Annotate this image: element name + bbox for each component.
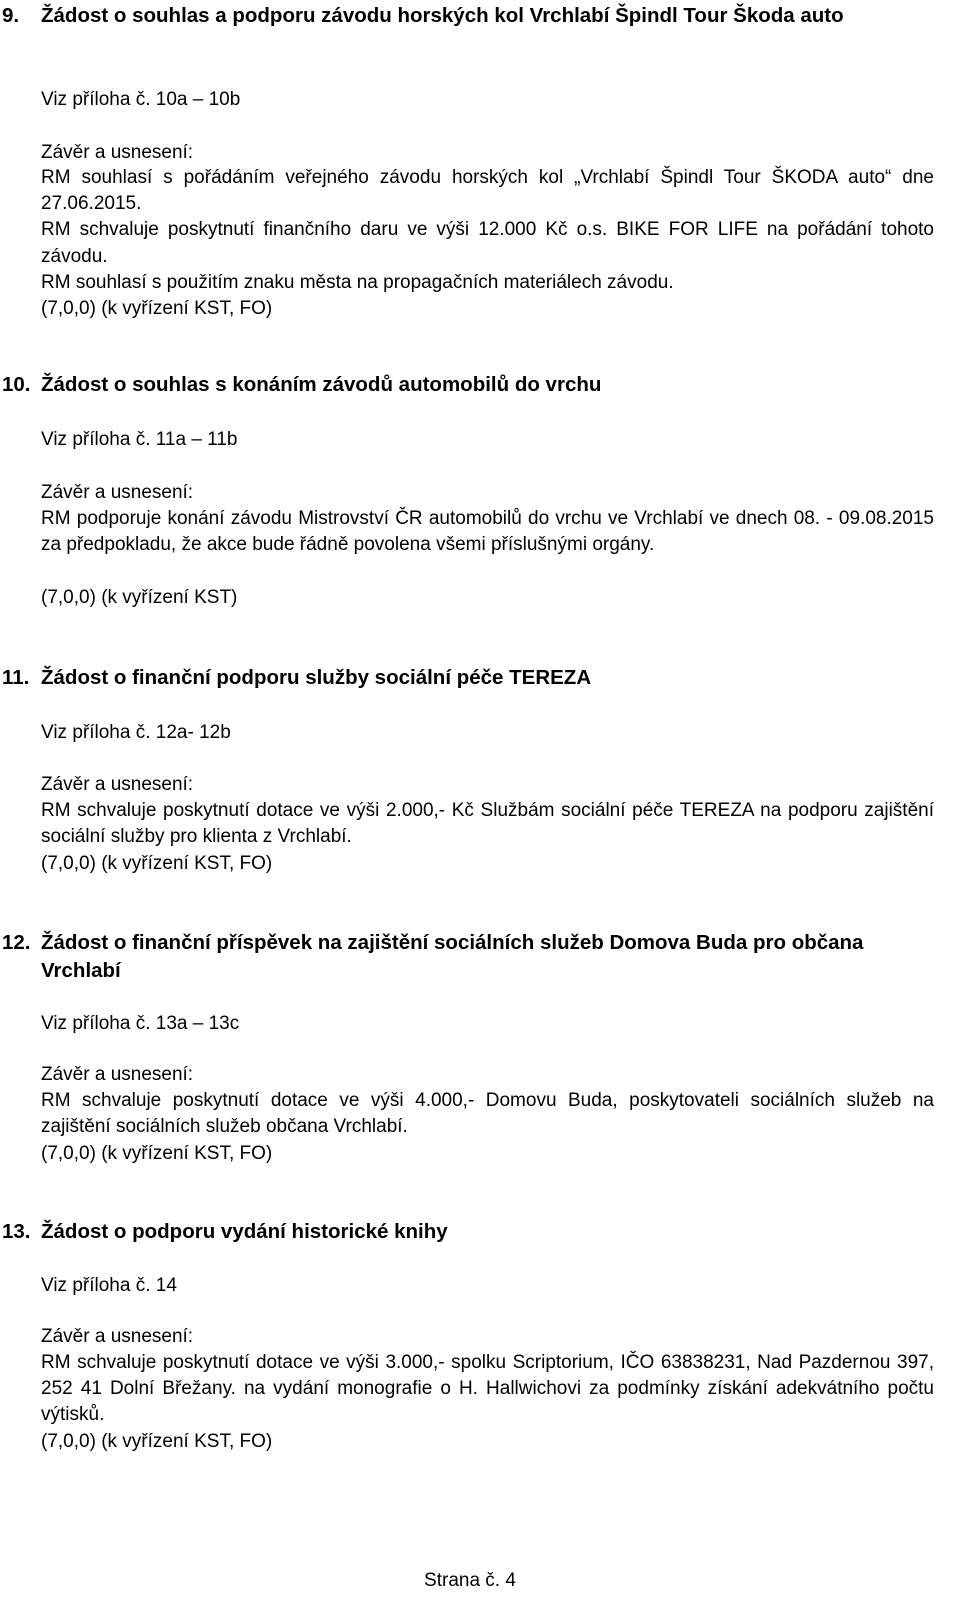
- conclusion-label: Závěr a usnesení:: [41, 142, 194, 163]
- agenda-item-number: 11.: [2, 666, 30, 689]
- vote-result: (7,0,0) (k vyřízení KST, FO): [41, 1143, 273, 1164]
- page-number: Strana č. 4: [424, 1570, 516, 1591]
- agenda-item-13: [0, 1218, 960, 1452]
- resolution-text: [41, 506, 934, 558]
- resolution-text: [41, 1088, 934, 1140]
- conclusion-label: Závěr a usnesení:: [41, 1064, 194, 1085]
- attachment-reference: Viz příloha č. 10a – 10b: [41, 89, 241, 110]
- resolution-text: [41, 1350, 934, 1429]
- resolution-line: RM schvaluje poskytnutí dotace ve výši 3.000,- spolku Scriptorium, IČO 63838231, Nad Pazdernou 397, 252 41 Dolní Břežany. na vydání monografie o H. Hallwichovi za podmínky získání adekvátního počtu výtisků.: [41, 1352, 934, 1426]
- agenda-item-number: 13.: [2, 1220, 31, 1243]
- resolution-line: RM souhlasí s použitím znaku města na propagačních materiálech závodu.: [41, 271, 674, 293]
- agenda-item-heading: [0, 664, 936, 692]
- vote-result: (7,0,0) (k vyřízení KST, FO): [41, 853, 273, 874]
- agenda-item-number: 9.: [2, 4, 20, 27]
- attachment-reference: Viz příloha č. 14: [41, 1275, 177, 1296]
- agenda-item-heading: [0, 371, 936, 399]
- agenda-item-12: [0, 929, 960, 1164]
- agenda-item-title: Žádost o finanční příspěvek na zajištění sociálních služeb Domova Buda pro občana Vrchlabí: [41, 931, 864, 982]
- vote-result: (7,0,0) (k vyřízení KST, FO): [41, 298, 273, 319]
- attachment-reference: Viz příloha č. 11a – 11b: [41, 429, 238, 450]
- attachment-reference: Viz příloha č. 12a- 12b: [41, 722, 231, 743]
- vote-result: (7,0,0) (k vyřízení KST, FO): [41, 1431, 273, 1452]
- agenda-item-title: Žádost o podporu vydání historické knihy: [41, 1220, 448, 1243]
- agenda-item-11: [0, 664, 960, 874]
- resolution-text: [41, 798, 934, 850]
- agenda-item-10: [0, 371, 960, 608]
- agenda-item-heading: [0, 2, 936, 30]
- agenda-item-title: Žádost o finanční podporu služby sociální péče TEREZA: [41, 666, 592, 689]
- vote-result: (7,0,0) (k vyřízení KST): [41, 587, 238, 608]
- conclusion-label: Závěr a usnesení:: [41, 482, 194, 503]
- agenda-item-heading: [0, 929, 936, 984]
- agenda-item-number: 10.: [2, 373, 31, 396]
- agenda-item-heading: [0, 1218, 936, 1246]
- conclusion-label: Závěr a usnesení:: [41, 774, 194, 795]
- resolution-line: RM schvaluje poskytnutí dotace ve výši 2.000,- Kč Službám sociální péče TEREZA na podporu zajištění sociální služby pro klienta z Vrchlabí.: [41, 800, 934, 848]
- attachment-reference: Viz příloha č. 13a – 13c: [41, 1013, 240, 1034]
- resolution-text: [41, 165, 934, 296]
- agenda-item-title: Žádost o souhlas a podporu závodu horských kol Vrchlabí Špindl Tour Škoda auto: [41, 4, 844, 27]
- agenda-item-9: [0, 2, 960, 319]
- resolution-line: RM schvaluje poskytnutí dotace ve výši 4.000,- Domovu Buda, poskytovateli sociálních služeb na zajištění sociálních služeb občana Vrchlabí.: [41, 1090, 934, 1138]
- agenda-item-number: 12.: [2, 931, 31, 954]
- conclusion-label: Závěr a usnesení:: [41, 1326, 194, 1347]
- resolution-line: RM souhlasí s pořádáním veřejného závodu horských kol „Vrchlabí Špindl Tour ŠKODA auto“ dne 27.06.2015.: [41, 167, 934, 215]
- resolution-line: RM schvaluje poskytnutí finančního daru ve výši 12.000 Kč o.s. BIKE FOR LIFE na pořádání tohoto závodu.: [41, 219, 934, 267]
- resolution-line: RM podporuje konání závodu Mistrovství ČR automobilů do vrchu ve Vrchlabí ve dnech 08. - 09.08.2015 za předpokladu, že akce bude řádně povolena všemi příslušnými orgány.: [41, 508, 934, 556]
- agenda-item-title: Žádost o souhlas s konáním závodů automobilů do vrchu: [41, 373, 602, 396]
